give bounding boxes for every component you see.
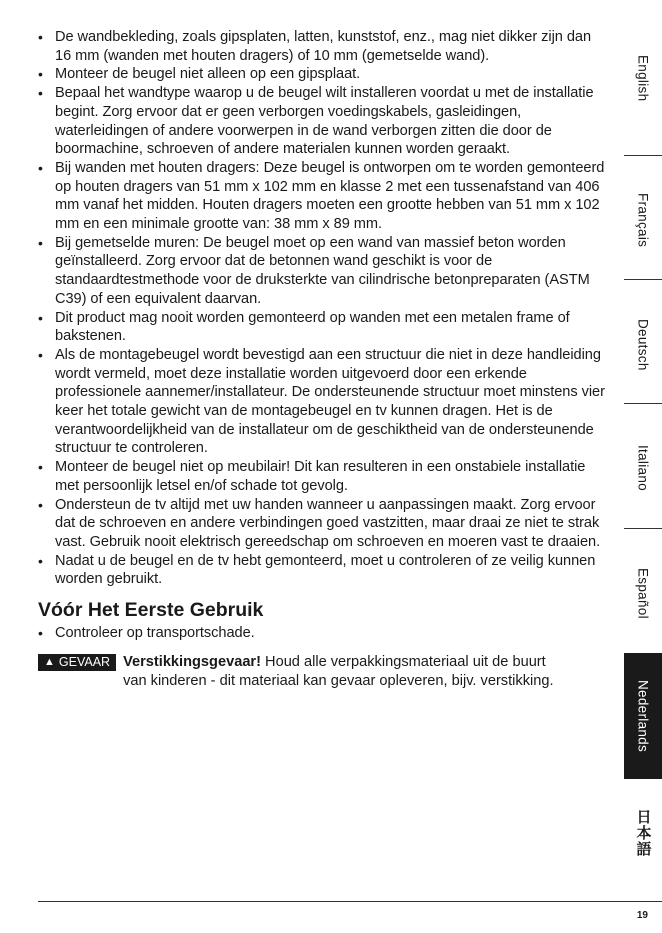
tab-label: Nederlands [635,679,651,753]
list-item: • Als de montagebeugel wordt bevestigd aan een structuur die niet in deze handleiding wordt vermeld, moet deze installatie worden uitgevoerd door een erkende professionele aannemer/installateur. De ondersteunende structuur moet minstens vier keer het totale gewicht van de montagebeugel en tv kunnen dragen. Het is de verantwoordelijkheid van de installateur om de geschiktheid van de ondersteunende structuur te controleren. [38,346,608,458]
tab-divider [624,403,662,404]
tab-nederlands[interactable] [624,653,662,779]
tab-japanese[interactable] [624,805,662,861]
language-tabs [624,0,662,870]
list-item: • Monteer de beugel niet op meubilair! Dit kan resulteren in een onstabiele installatie met persoonlijk letsel en/of schade tot gevolg. [38,458,608,495]
tab-espanol[interactable] [624,552,662,634]
list-item: • Ondersteun de tv altijd met uw handen wanneer u aanpassingen maakt. Zorg ervoor dat de schroeven en andere verbindingen goed vastzitten, maar draai ze niet te strak vast. Gebruik nooit elektrisch gereedschap om schroeven en moeren vast te draaien. [38,496,608,552]
tab-label: Deutsch [635,319,651,371]
section-heading: Vóór Het Eerste Gebruik [38,599,264,622]
warning-body: Houd alle verpakkingsmateriaal uit de buurt van kinderen - dit materiaal kan gevaar opleveren, bijv. verstikking. [123,653,554,689]
tab-label: English [635,54,651,102]
list-item: • Nadat u de beugel en de tv hebt gemonteerd, moet u controleren of ze veilig kunnen worden gebruikt. [38,552,608,589]
danger-warning [38,653,608,690]
danger-badge [38,654,116,671]
tab-divider [624,279,662,280]
warning-title: Verstikkingsgevaar! [123,653,261,670]
tab-english[interactable] [624,24,662,132]
list-item: • Bepaal het wandtype waarop u de beugel wilt installeren voordat u met de installatie begint. Zorg ervoor dat er geen verborgen voedingskabels, gasleidingen, waterleidingen of andere voorwerpen in de wand verborgen zitten die door de boormachine, schroeven of andere materialen kunnen worden geraakt. [38,84,608,159]
warning-text [123,653,568,690]
page-number: 19 [636,910,648,921]
tab-label: Español [635,567,651,619]
main-content [38,28,608,690]
tab-francais[interactable] [624,180,662,260]
tab-label: 日本語 [634,809,652,857]
list-item: • Bij gemetselde muren: De beugel moet op een wand van massief beton worden geïnstalleerd. Zorg ervoor dat de betonnen wand geschikt is voor de standaardtestmethode voor de druksterkte van cilindrische betonpreparaten (ASTM C39) of een equivalent daarvan. [38,234,608,309]
danger-badge-label: GEVAAR [58,654,111,669]
section-list [38,624,608,643]
safety-list [38,28,608,589]
list-item: • De wandbekleding, zoals gipsplaten, latten, kunststof, enz., mag niet dikker zijn dan 16 mm (wanden met houten dragers) of 10 mm (gemetselde wand). [38,28,608,65]
tab-label: Italiano [635,445,651,491]
tab-divider [624,528,662,529]
list-item: • Bij wanden met houten dragers: Deze beugel is ontworpen om te worden gemonteerd op houten dragers van 51 mm x 102 mm en klasse 2 met een tussenafstand van 406 mm vanaf het midden. Houten dragers moeten een grootte hebben van 51 mm x 102 mm en een minimale grootte van: 38 mm x 89 mm. [38,159,608,234]
list-item: • Dit product mag nooit worden gemonteerd op wanden met een metalen frame of bakstenen. [38,309,608,346]
tab-italiano[interactable] [624,428,662,508]
tab-deutsch[interactable] [624,305,662,385]
list-item: • Monteer de beugel niet alleen op een gipsplaat. [38,65,608,84]
tab-label: Français [635,192,651,248]
list-item: • Controleer op transportschade. [38,624,608,643]
warning-triangle-icon: ▲ [44,655,55,668]
tab-divider [624,155,662,156]
footer-rule [38,901,662,902]
